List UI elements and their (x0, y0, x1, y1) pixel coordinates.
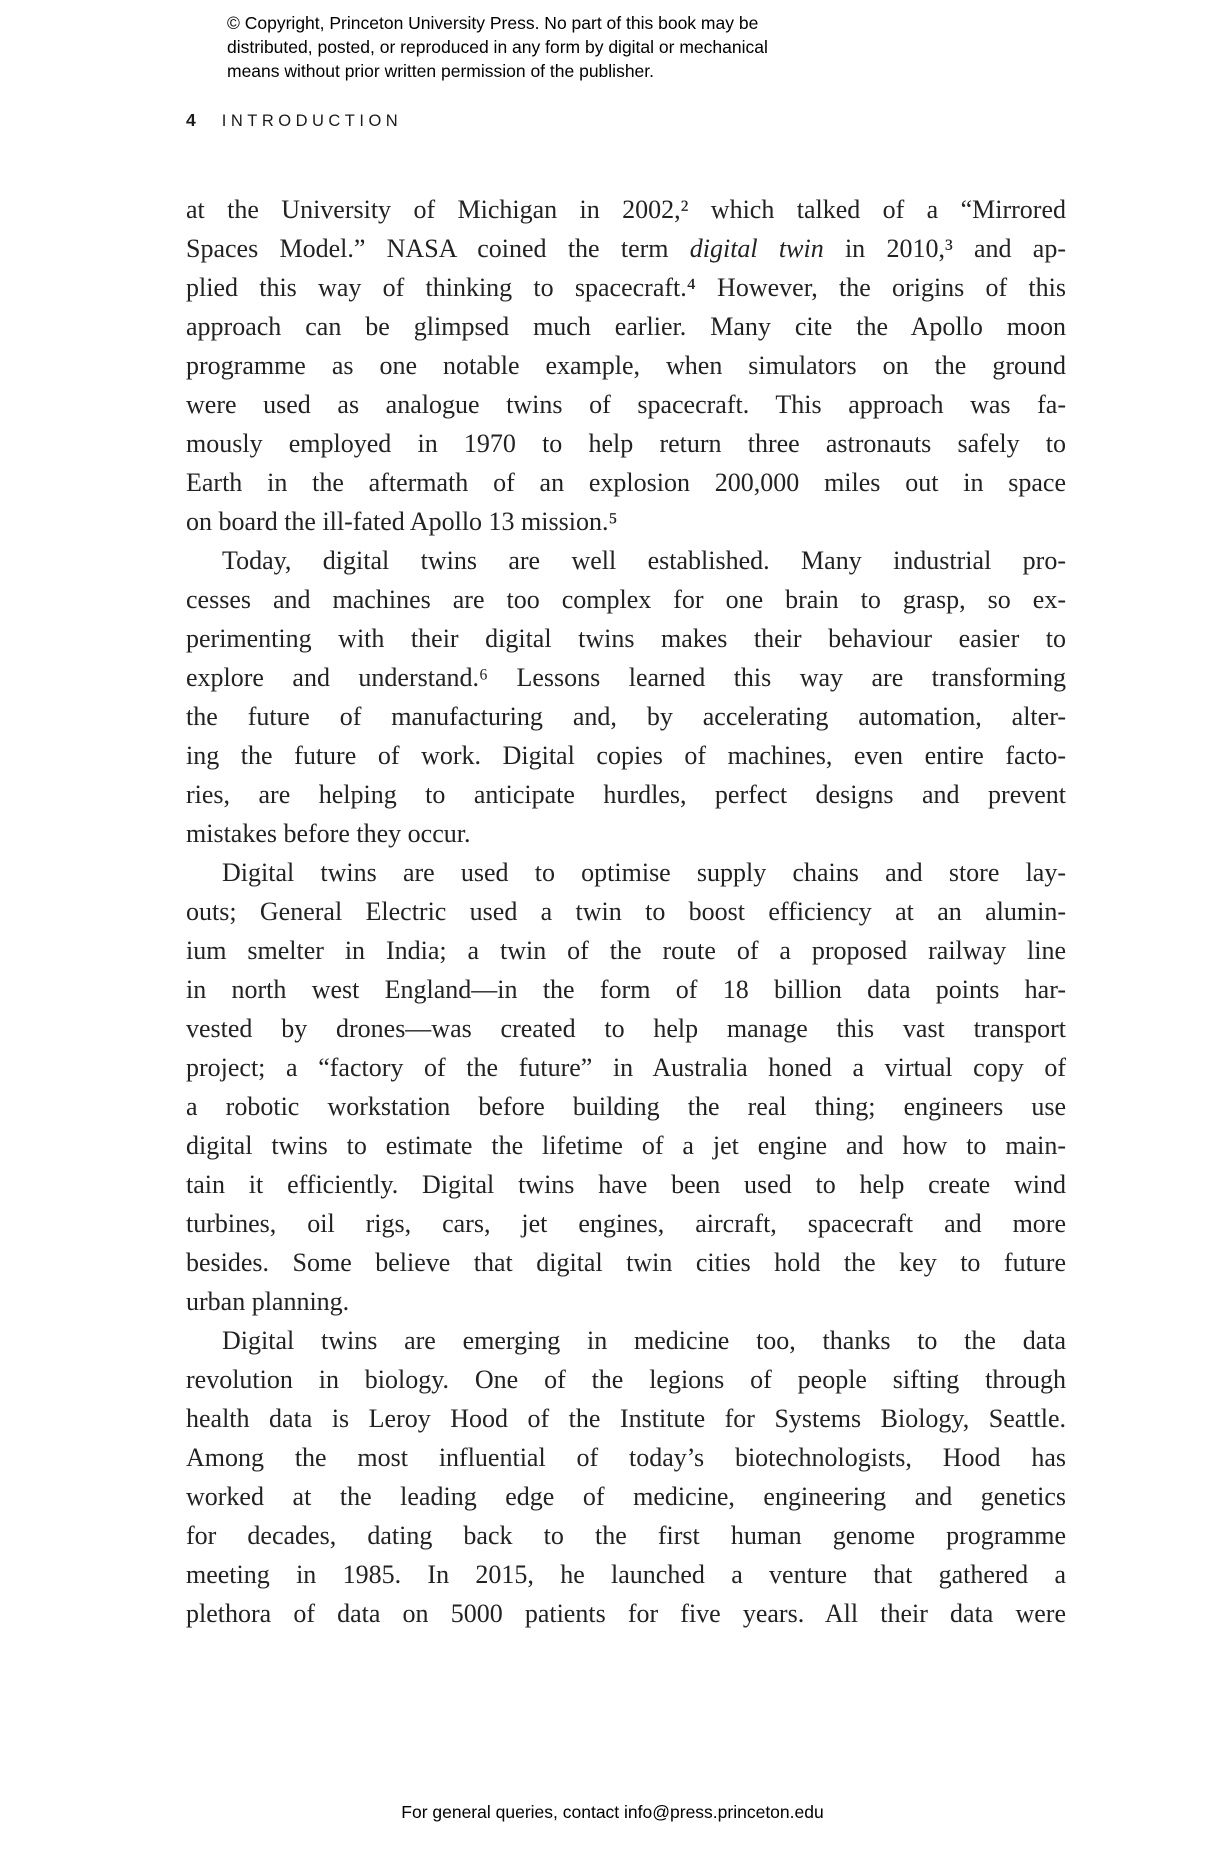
body-line (186, 1204, 1066, 1243)
body-line (186, 1282, 1066, 1321)
copyright-line: means without prior written permission of the publisher. (227, 61, 655, 81)
body-line (186, 1321, 1066, 1360)
body-text-segment: vested by drones—was created to help manage this vast transport (186, 1014, 1066, 1043)
body-line (186, 502, 1066, 541)
body-text-segment: mistakes before they occur. (186, 819, 471, 848)
body-line (186, 1477, 1066, 1516)
body-line (186, 619, 1066, 658)
body-line (186, 1126, 1066, 1165)
body-text-segment: meeting in 1985. In 2015, he launched a venture that gathered a (186, 1560, 1066, 1589)
body-line (186, 1165, 1066, 1204)
body-line (186, 970, 1066, 1009)
body-text-segment: Spaces Model.” NASA coined the term (186, 234, 690, 263)
body-text-segment: the future of manufacturing and, by accelerating automation, alter- (186, 702, 1066, 731)
body-text-segment: approach can be glimpsed much earlier. Many cite the Apollo moon (186, 312, 1066, 341)
body-line (186, 307, 1066, 346)
body-text-segment: ing the future of work. Digital copies of machines, even entire facto- (186, 741, 1066, 770)
body-text-segment: plied this way of thinking to spacecraft.⁴ However, the origins of this (186, 273, 1066, 302)
body-text-segment: worked at the leading edge of medicine, engineering and genetics (186, 1482, 1066, 1511)
body-line (186, 385, 1066, 424)
body-text-segment: perimenting with their digital twins makes their behaviour easier to (186, 624, 1066, 653)
copyright-line: © Copyright, Princeton University Press. No part of this book may be (227, 13, 759, 33)
body-line (186, 697, 1066, 736)
body-line (186, 424, 1066, 463)
body-text-segment: besides. Some believe that digital twin cities hold the key to future (186, 1248, 1066, 1277)
running-head (186, 110, 402, 131)
body-text-segment: revolution in biology. One of the legions of people sifting through (186, 1365, 1066, 1394)
body-text-segment: in north west England—in the form of 18 billion data points har- (186, 975, 1066, 1004)
body-line (186, 1087, 1066, 1126)
body-text-segment: ries, are helping to anticipate hurdles, perfect designs and prevent (186, 780, 1066, 809)
body-text-segment: tain it efficiently. Digital twins have been used to help create wind (186, 1170, 1066, 1199)
body-text-segment: programme as one notable example, when simulators on the ground (186, 351, 1066, 380)
body-line (186, 1360, 1066, 1399)
page-number: 4 (186, 110, 196, 130)
body-line (186, 931, 1066, 970)
body-text-segment: were used as analogue twins of spacecraft. This approach was fa- (186, 390, 1066, 419)
copyright-notice (227, 11, 768, 83)
body-text-segment: health data is Leroy Hood of the Institute for Systems Biology, Seattle. (186, 1404, 1066, 1433)
body-line (186, 736, 1066, 775)
body-text-segment: urban planning. (186, 1287, 350, 1316)
body-line (186, 1438, 1066, 1477)
body-text (186, 190, 1066, 1633)
body-line (186, 268, 1066, 307)
body-line (186, 346, 1066, 385)
body-line (186, 1048, 1066, 1087)
body-line (186, 190, 1066, 229)
body-text-segment: ium smelter in India; a twin of the route of a proposed railway line (186, 936, 1066, 965)
body-line (186, 580, 1066, 619)
body-text-segment: at the University of Michigan in 2002,² which talked of a “Mirrored (186, 195, 1066, 224)
body-line (186, 541, 1066, 580)
body-text-segment: outs; General Electric used a twin to boost efficiency at an alumin- (186, 897, 1066, 926)
copyright-line: distributed, posted, or reproduced in any form by digital or mechanical (227, 37, 768, 57)
body-line (186, 463, 1066, 502)
body-text-segment: Earth in the aftermath of an explosion 200,000 miles out in space (186, 468, 1066, 497)
chapter-title: INTRODUCTION (221, 112, 403, 130)
italic-text: digital twin (689, 234, 824, 263)
body-text-segment: Digital twins are used to optimise supply chains and store lay- (222, 858, 1066, 887)
body-text-segment: in 2010,³ and ap- (823, 234, 1066, 263)
body-text-segment: project; a “factory of the future” in Australia honed a virtual copy of (186, 1053, 1066, 1082)
body-text-segment: mously employed in 1970 to help return three astronauts safely to (186, 429, 1066, 458)
body-line (186, 1009, 1066, 1048)
body-text-segment: on board the ill-fated Apollo 13 mission.⁵ (186, 507, 618, 536)
body-text-segment: for decades, dating back to the first human genome programme (186, 1521, 1066, 1550)
body-text-segment: turbines, oil rigs, cars, jet engines, aircraft, spacecraft and more (186, 1209, 1066, 1238)
body-text-segment: explore and understand.⁶ Lessons learned this way are transforming (186, 663, 1066, 692)
body-line (186, 1555, 1066, 1594)
body-text-segment: Today, digital twins are well established. Many industrial pro- (222, 546, 1066, 575)
body-text-segment: Among the most influential of today’s biotechnologists, Hood has (186, 1443, 1066, 1472)
body-line (186, 1243, 1066, 1282)
body-line (186, 658, 1066, 697)
body-text-segment: plethora of data on 5000 patients for five years. All their data were (186, 1599, 1066, 1628)
body-line (186, 853, 1066, 892)
body-line (186, 1594, 1066, 1633)
body-line (186, 775, 1066, 814)
body-line (186, 1516, 1066, 1555)
footer-contact: For general queries, contact info@press.princeton.edu (401, 1802, 824, 1822)
body-line (186, 814, 1066, 853)
body-text-segment: cesses and machines are too complex for one brain to grasp, so ex- (186, 585, 1066, 614)
body-text-segment: Digital twins are emerging in medicine too, thanks to the data (222, 1326, 1066, 1355)
body-line (186, 1399, 1066, 1438)
body-line (186, 892, 1066, 931)
body-text-segment: a robotic workstation before building the real thing; engineers use (186, 1092, 1066, 1121)
body-line (186, 229, 1066, 268)
body-text-segment: digital twins to estimate the lifetime of a jet engine and how to main- (186, 1131, 1066, 1160)
